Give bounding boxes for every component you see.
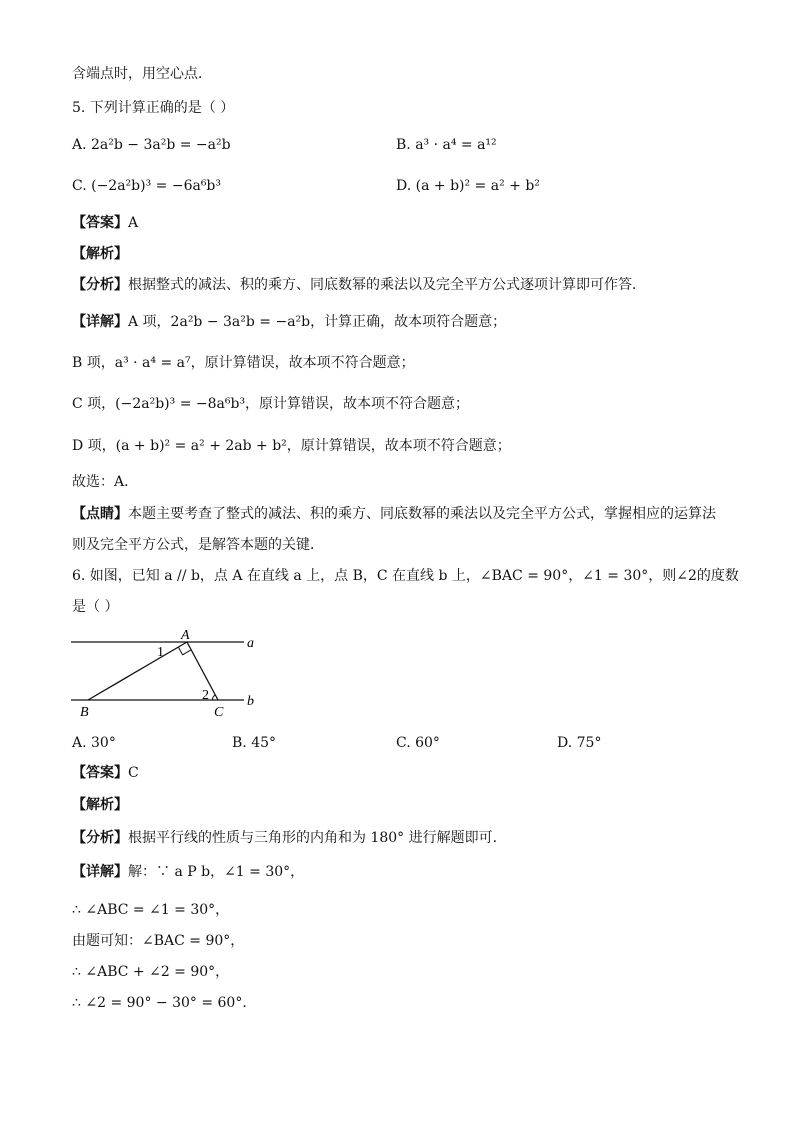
q6-step-3: ∴ ∠ABC + ∠2 = 90°， xyxy=(72,964,230,980)
label-angle-2: 2 xyxy=(202,688,209,703)
q5-detail-b: B 项，a³ · a⁴ = a⁷，原计算错误，故本项不符合题意； xyxy=(72,355,415,371)
q6-option-b: B. 45° xyxy=(232,735,277,751)
q5-remark-2: 则及完全平方公式，是解答本题的关键． xyxy=(72,537,324,553)
label-A: A xyxy=(181,628,190,643)
q5-answer xyxy=(72,213,138,233)
geometry-figure xyxy=(66,620,266,720)
q5-analysis xyxy=(72,275,646,295)
detail-label: 【详解】 xyxy=(72,864,128,880)
q6-answer xyxy=(72,763,139,783)
remark-text: 本题主要考查了整式的减法、积的乘方、同底数幂的乘法以及完全平方公式，掌握相应的运算法 xyxy=(128,506,716,522)
answer-label: 【答案】 xyxy=(72,765,128,781)
q6-step-2: 由题可知：∠BAC = 90°， xyxy=(72,933,245,949)
q5-option-a: A. 2a²b − 3a²b = −a²b xyxy=(72,137,231,153)
q6-option-c: C. 60° xyxy=(396,735,440,751)
q5-detail-c: C 项，(−2a²b)³ = −8a⁶b³，原计算错误，故本项不符合题意； xyxy=(72,396,470,412)
label-angle-1: 1 xyxy=(157,645,164,660)
label-B: B xyxy=(80,705,89,720)
q6-analysis xyxy=(72,828,507,848)
label-b: b xyxy=(247,694,254,709)
segment-AB xyxy=(88,642,187,700)
q6-step-1: ∴ ∠ABC = ∠1 = 30°， xyxy=(72,902,230,918)
answer-value: C xyxy=(128,765,139,781)
label-a: a xyxy=(247,636,254,651)
question-6-stem-1: 6. 如图，已知 a // b，点 A 在直线 a 上，点 B，C 在直线 b 上，∠BAC = 90°，∠1 = 30°，则∠2的度数 xyxy=(72,568,739,584)
label-C: C xyxy=(214,705,224,720)
q5-detail-d: D 项，(a + b)² = a² + 2ab + b²，原计算错误，故本项不符合题意； xyxy=(72,438,511,454)
answer-value: A xyxy=(128,215,139,231)
q6-option-a: A. 30° xyxy=(72,735,116,751)
analysis-text: 根据整式的减法、积的乘方、同底数幂的乘法以及完全平方公式逐项计算即可作答． xyxy=(128,277,646,293)
remark-label: 【点睛】 xyxy=(72,506,128,522)
answer-label: 【答案】 xyxy=(72,215,128,231)
q5-analysis-heading: 【解析】 xyxy=(72,246,128,262)
q5-choice: 故选：A． xyxy=(72,474,139,490)
detail-text: 解：∵ a P b，∠1 = 30°， xyxy=(128,864,305,880)
q6-analysis-heading: 【解析】 xyxy=(72,797,128,813)
analysis-label: 【分析】 xyxy=(72,830,128,846)
q6-option-d: D. 75° xyxy=(557,735,602,751)
q5-option-c: C. (−2a²b)³ = −6a⁶b³ xyxy=(72,178,222,194)
right-angle-mark xyxy=(178,647,191,655)
q5-option-b: B. a³ · a⁴ = a¹² xyxy=(396,137,497,153)
q5-detail-a xyxy=(72,312,506,332)
detail-label: 【详解】 xyxy=(72,314,128,330)
analysis-text: 根据平行线的性质与三角形的内角和为 180° 进行解题即可． xyxy=(128,830,507,846)
analysis-label: 【分析】 xyxy=(72,277,128,293)
question-6-stem-2: 是（ ） xyxy=(72,599,119,615)
q6-step-4: ∴ ∠2 = 90° − 30° = 60°． xyxy=(72,995,257,1011)
continued-text: 含端点时，用空心点． xyxy=(72,66,212,82)
q6-detail-1 xyxy=(72,862,304,882)
detail-text: A 项，2a²b − 3a²b = −a²b，计算正确，故本项符合题意； xyxy=(128,314,507,330)
q5-option-d: D. (a + b)² = a² + b² xyxy=(396,178,540,194)
angle-2-arc xyxy=(212,695,215,700)
question-5-stem: 5. 下列计算正确的是（ ） xyxy=(72,100,235,116)
q5-remark-1 xyxy=(72,504,716,524)
